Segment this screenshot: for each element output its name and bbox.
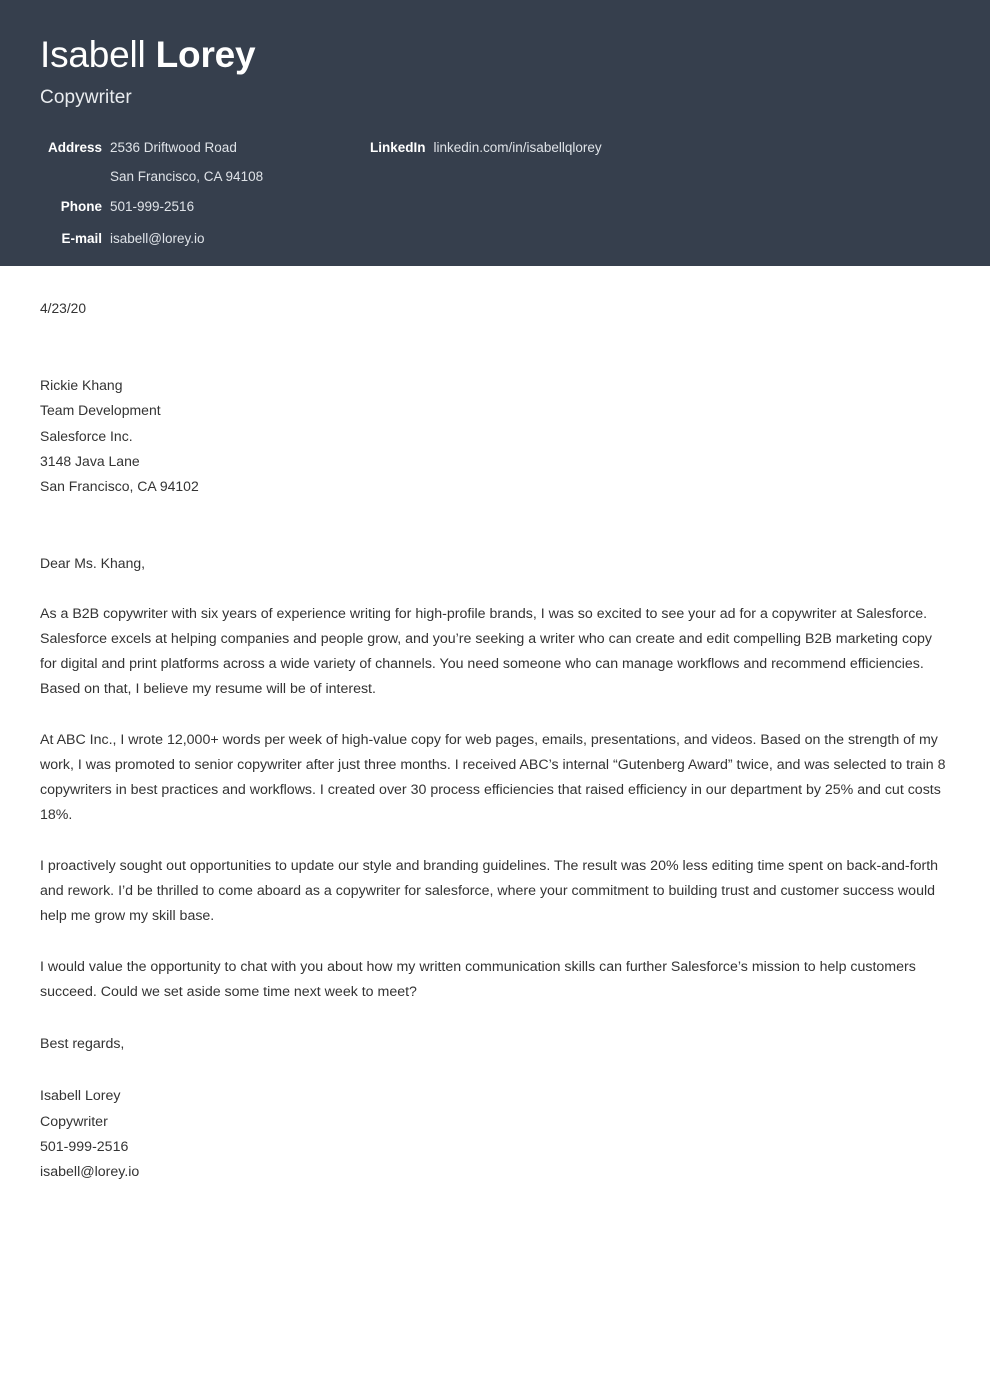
salutation: Dear Ms. Khang, [40,555,146,572]
recipient-block [40,373,950,499]
address-value: 2536 Driftwood Road [110,139,237,155]
contact-email [40,230,370,248]
recipient-company: Salesforce Inc. [40,427,133,444]
recipient-city-state-zip: San Francisco, CA 94102 [40,478,199,495]
closing-salutation: Best regards, [40,1036,125,1053]
email-value: isabell@lorey.io [110,231,205,247]
first-name: Isabell [40,34,146,75]
address-label: Address [47,139,102,155]
signature-email: isabell@lorey.io [40,1164,140,1181]
contact-phone [40,198,370,216]
body-paragraph-1: As a B2B copywriter with six years of experience writing for high-profile brands, I was so excited to see your ad for a copywriter at Salesforce. Salesforce excels at helping companies and people grow, and you’re seeking a writer who can create and edit compelling B2B marketing copy for digital and print platforms across a wide variety of channels. You need someone who can manage workflows and recommend efficiencies. Based on that, I believe my resume will be of interest. [40,606,932,698]
page-title [40,30,950,75]
contact-column-left [40,139,370,249]
signature-title: Copywriter [40,1113,108,1130]
signature-block [40,1084,950,1185]
job-title: Copywriter [40,86,132,108]
contact-linkedin [370,139,950,157]
recipient-department: Team Development [40,402,161,419]
letter-body [0,296,990,1186]
contact-details [40,139,950,249]
letterhead-header [0,0,990,266]
linkedin-value[interactable]: linkedin.com/in/isabellqlorey [433,139,602,155]
body-paragraph-3: I proactively sought out opportunities to update our style and branding guidelines. The result was 20% less editing time spent on back-and-forth and rework. I’d be thrilled to come aboard as a copywriter for salesforce, where your commitment to building trust and customer success would help me grow my skill base. [40,858,939,925]
recipient-name: Rickie Khang [40,377,123,393]
letter-date: 4/23/20 [40,301,87,316]
contact-address [40,139,370,157]
email-label: E-mail [61,231,102,247]
contact-column-right [370,139,950,249]
signature-phone: 501-999-2516 [40,1139,129,1156]
body-paragraph-2: At ABC Inc., I wrote 12,000+ words per week of high-value copy for web pages, emails, presentations, and videos. Based on the strength of my work, I was promoted to senior copywriter after just three months. I received ABC’s internal “Gutenberg Award” twice, and was selected to train 8 copywriters in best practices and workflows. I created over 30 process efficiencies that raised efficiency in our department by 25% and cut costs 18%. [40,732,946,824]
phone-label: Phone [60,199,102,215]
last-name: Lorey [155,34,256,75]
body-paragraph-4: I would value the opportunity to chat with you about how my written communication skills can further Salesforce’s mission to help customers succeed. Could we set aside some time next week to meet? [40,959,916,1001]
phone-value: 501-999-2516 [110,199,195,215]
address-value-line2: San Francisco, CA 94108 [110,169,264,185]
linkedin-label: LinkedIn [370,139,426,155]
signature-name: Isabell Lorey [40,1088,121,1105]
recipient-street: 3148 Java Lane [40,452,140,469]
